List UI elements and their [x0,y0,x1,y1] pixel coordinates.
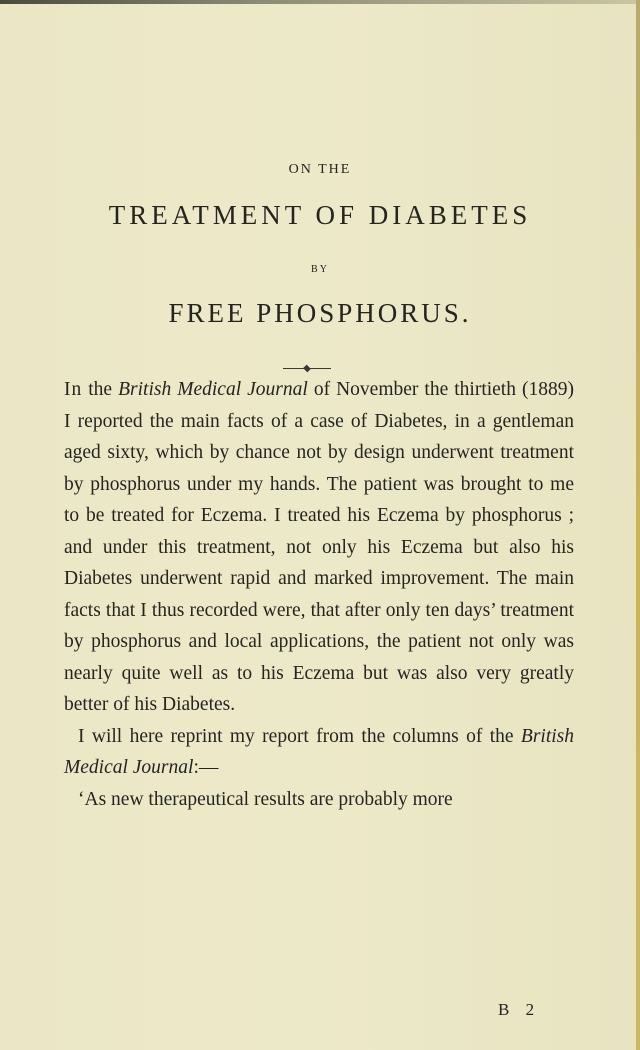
journal-title: British Medical Journal [118,379,308,400]
pre-title: ON THE [288,162,352,177]
paragraph-3-text: ‘As new therapeutical results are probably more [78,788,453,810]
paragraph-2-tail: :— [193,757,219,778]
title-line-2: FREE PHOSPHORUS. [168,298,472,328]
paragraph-2 [64,721,574,784]
body-text [64,374,574,815]
paragraph-2-text: I will here reprint my report from the columns of the [78,725,521,747]
paragraph-1 [64,374,574,721]
title-line-1: TREATMENT OF DIABETES [108,200,532,230]
page-top-edge [0,0,640,4]
signature-mark: B 2 [498,1000,541,1019]
page-right-edge [636,0,640,1050]
journal-title-2: British Medical Journal [64,725,574,778]
title-connector: BY [311,264,329,275]
paragraph-1-lead: the [82,379,119,400]
paragraph-3 [64,784,574,816]
initial-word: In [64,379,83,400]
paragraph-1-text: of November the thirtieth (1889) I reported the main facts of a case of Diabetes, in a gentleman aged sixty, which by chance not by design underwent treatment by phosphorus under my hands. The patient was brought to me to be treated for Eczema. I treated his Eczema by phosphorus ; and under this treatment, not only his Eczema but also his Diabetes underwent rapid and marked improvement. The main facts that I thus recorded were, that after only ten days’ treatment by phosphorus and local applications, the patient not only was nearly quite well as to his Eczema but was also very greatly better of his Diabetes. [64,379,574,715]
ornamental-rule-diamond [303,365,311,373]
